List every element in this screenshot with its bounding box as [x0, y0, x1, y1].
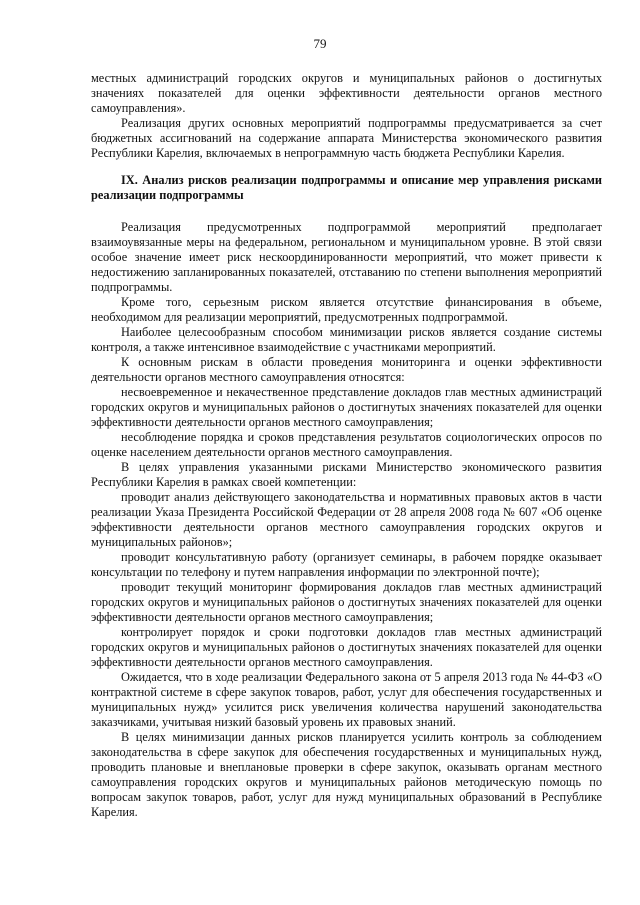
paragraph: Наиболее целесообразным способом минимизации рисков является создание системы контроля, а также интенсивное взаимодействие с участниками мероприятий.: [91, 325, 602, 354]
paragraph: Реализация других основных мероприятий подпрограммы предусматривается за счет бюджетных ассигнований на содержание аппарата Министерства экономического развития Республики Карелия, включаемых в непрограммную часть бюджета Республики Карелия.: [91, 116, 602, 160]
section-paragraphs: [91, 220, 602, 820]
intro-paragraphs: [91, 71, 602, 161]
page-number: 79: [313, 36, 327, 51]
paragraph: контролирует порядок и сроки подготовки докладов глав местных администраций городских округов и муниципальных районов о достигнутых значениях показателей для оценки эффективности деятельности органов местного самоуправления.: [91, 625, 602, 669]
paragraph: проводит анализ действующего законодательства и нормативных правовых актов в части реализации Указа Президента Российской Федерации от 28 апреля 2008 года № 607 «Об оценке эффективности деятельности органов местного самоуправления городских округов и муниципальных районов»;: [91, 490, 602, 549]
paragraph: Ожидается, что в ходе реализации Федерального закона от 5 апреля 2013 года № 44-ФЗ «О контрактной системе в сфере закупок товаров, работ, услуг для обеспечения государственных и муниципальных нужд» усилится риск увеличения количества нарушений законодательства заказчиками, учитывая низкий базовый уровень их правовых знаний.: [91, 670, 602, 729]
paragraph: Реализация предусмотренных подпрограммой мероприятий предполагает взаимоувязанные меры на федеральном, региональном и муниципальном уровне. В этой связи особое значение имеет риск нескоординированности мероприятий, что может привести к недостижению запланированных показателей, отставанию по степени выполнения мероприятий подпрограммы.: [91, 220, 602, 294]
paragraph: В целях минимизации данных рисков планируется усилить контроль за соблюдением законодательства в сфере закупок для обеспечения государственных и муниципальных нужд, проводить плановые и внеплановые проверки в сфере закупок, оказывать органам местного самоуправления городских округов и муниципальных районов методическую помощь по вопросам закупок товаров, работ, услуг для нужд муниципальных образований в Республике Карелия.: [91, 730, 602, 819]
paragraph: Кроме того, серьезным риском является отсутствие финансирования в объеме, необходимом для реализации мероприятий, предусмотренных подпрограммой.: [91, 295, 602, 324]
paragraph: В целях управления указанными рисками Министерство экономического развития Республики Карелия в рамках своей компетенции:: [91, 460, 602, 489]
document-body: [91, 71, 602, 820]
paragraph: проводит текущий мониторинг формирования докладов глав местных администраций городских округов и муниципальных районов о достигнутых значениях показателей для оценки эффективности деятельности органов местного самоуправления;: [91, 580, 602, 624]
paragraph: несвоевременное и некачественное представление докладов глав местных администраций городских округов и муниципальных районов о достигнутых значениях показателей для оценки эффективности деятельности органов местного самоуправления;: [91, 385, 602, 429]
paragraph: К основным рискам в области проведения мониторинга и оценки эффективности деятельности органов местного самоуправления относятся:: [91, 355, 602, 384]
paragraph: несоблюдение порядка и сроков представления результатов социологических опросов по оценке населением деятельности органов местного самоуправления.: [91, 430, 602, 459]
paragraph: проводит консультативную работу (организует семинары, в рабочем порядке оказывает консультации по телефону и путем направления информации по электронной почте);: [91, 550, 602, 579]
section-heading: IX. Анализ рисков реализации подпрограммы и описание мер управления рисками реализации подпрограммы: [91, 173, 602, 202]
paragraph: местных администраций городских округов и муниципальных районов о достигнутых значениях показателей для оценки эффективности деятельности органов местного самоуправления».: [91, 71, 602, 115]
